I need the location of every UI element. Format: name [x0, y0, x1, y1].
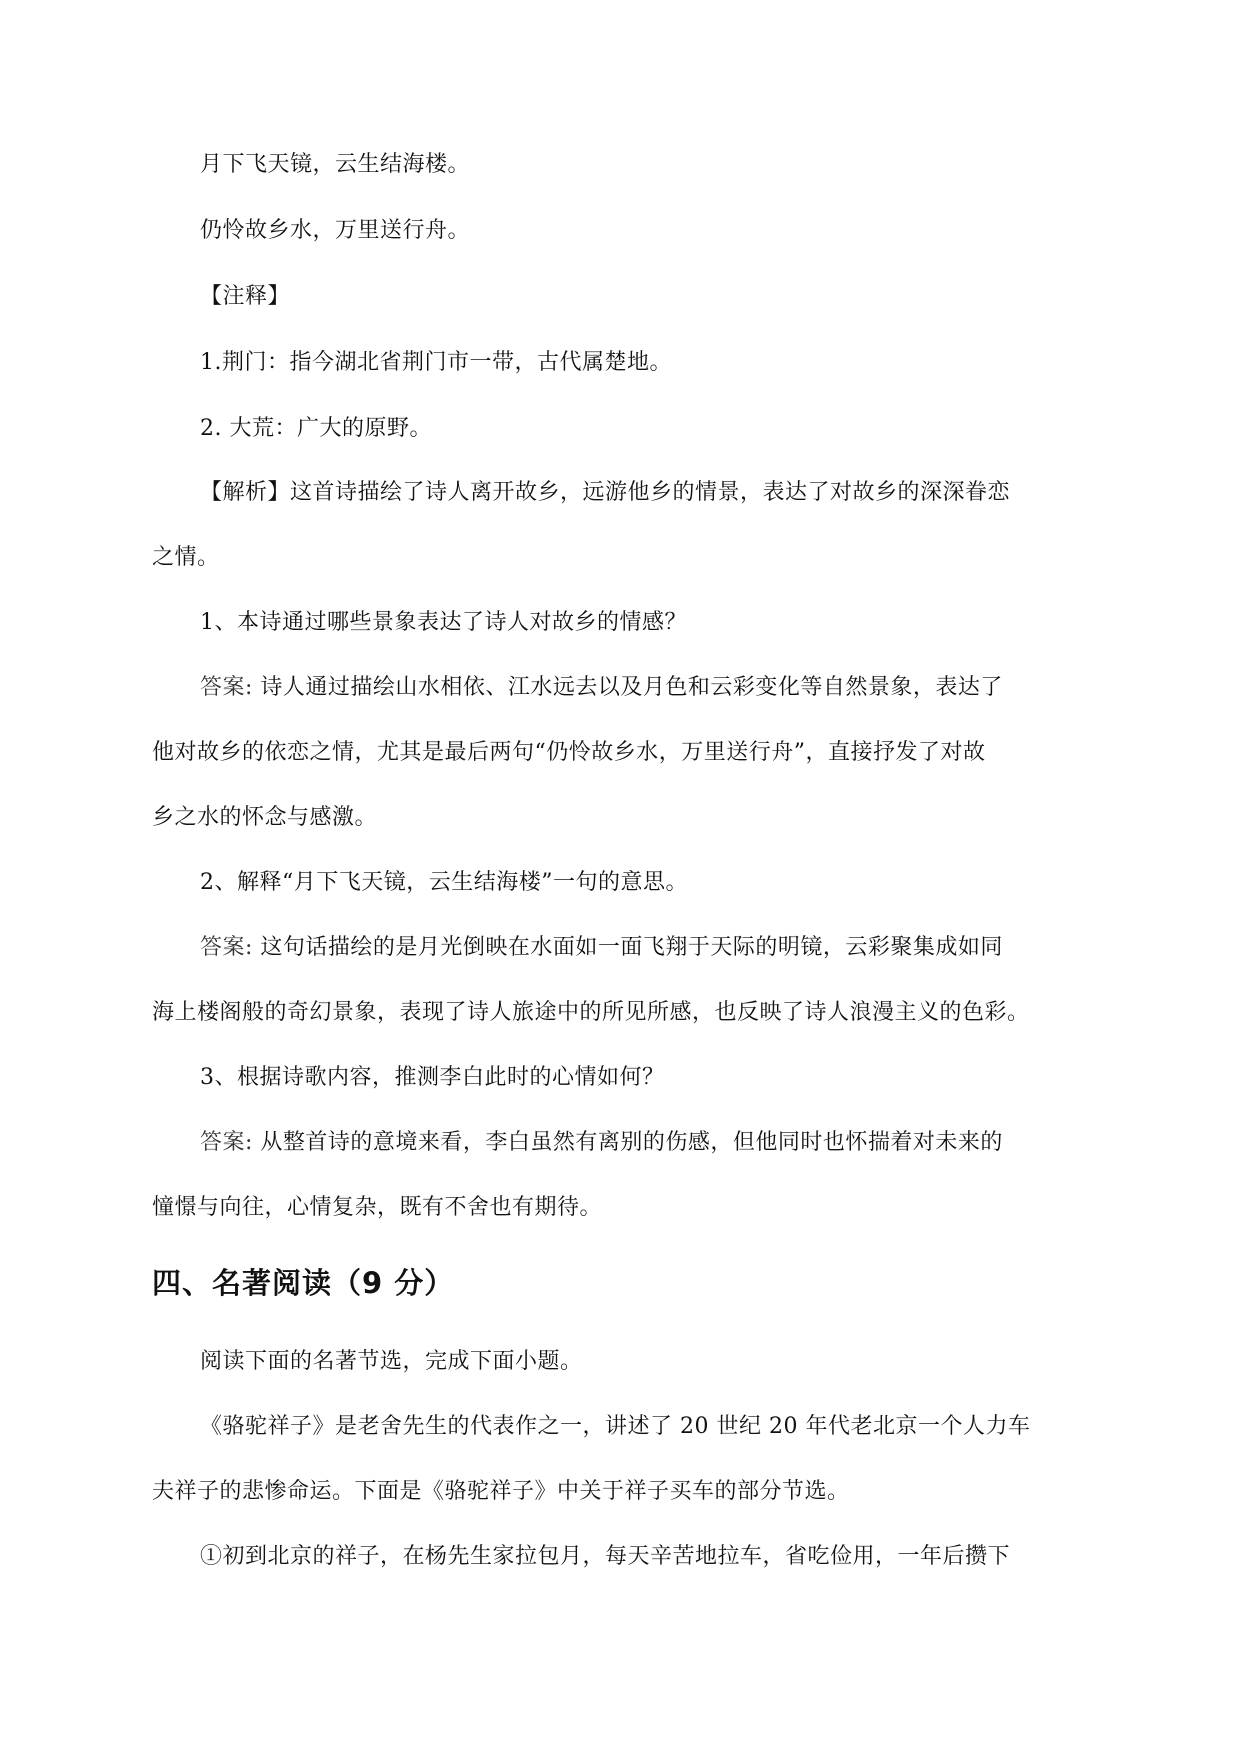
- answer-text: 海上楼阁般的奇幻景象，表现了诗人旅途中的所见所感，也反映了诗人浪漫主义的色彩。: [152, 1000, 1030, 1025]
- answer-text: 诗人通过描绘山水相依、江水远去以及月色和云彩变化等自然景象，表达了: [260, 675, 1003, 700]
- analysis-text: 【解析】这首诗描绘了诗人离开故乡，远游他乡的情景，表达了对故乡的深深眷恋: [200, 480, 1011, 505]
- section-heading: 四、名著阅读（9 分）: [152, 1266, 455, 1300]
- question-text: 1、本诗通过哪些景象表达了诗人对故乡的情感？: [200, 610, 687, 635]
- poem-line: 仍怜故乡水，万里送行舟。: [200, 218, 471, 243]
- paragraph-text: ①初到北京的祥子，在杨先生家拉包月，每天辛苦地拉车，省吃俭用，一年后攒下: [200, 1544, 1011, 1569]
- answer-text: 憧憬与向往，心情复杂，既有不舍也有期待。: [152, 1195, 603, 1220]
- question-text: 3、根据诗歌内容，推测李白此时的心情如何？: [200, 1065, 665, 1090]
- note-item: 2. 大荒：广大的原野。: [200, 416, 432, 441]
- answer-line: [200, 673, 1003, 703]
- answer-text: 乡之水的怀念与感激。: [152, 805, 378, 830]
- section-intro: 阅读下面的名著节选，完成下面小题。: [200, 1349, 583, 1374]
- question-text: 2、解释“月下飞天镜，云生结海楼”一句的意思。: [200, 870, 688, 895]
- note-item: 1.荆门：指今湖北省荆门市一带，古代属楚地。: [200, 350, 672, 375]
- poem-line: 月下飞天镜，云生结海楼。: [200, 152, 471, 177]
- answer-label: 答案:: [200, 1130, 253, 1155]
- answer-line: [200, 1128, 1003, 1158]
- answer-text: 他对故乡的依恋之情，尤其是最后两句“仍怜故乡水，万里送行舟”，直接抒发了对故: [152, 740, 986, 765]
- analysis-text: 之情。: [152, 545, 220, 570]
- paragraph-text: 夫祥子的悲惨命运。下面是《骆驼祥子》中关于祥子买车的部分节选。: [152, 1479, 850, 1504]
- answer-label: 答案:: [200, 675, 253, 700]
- notes-title: 【注释】: [200, 284, 291, 309]
- paragraph-text: 《骆驼祥子》是老舍先生的代表作之一，讲述了 20 世纪 20 年代老北京一个人力车: [200, 1414, 1031, 1439]
- answer-line: [200, 933, 1003, 963]
- answer-label: 答案:: [200, 935, 253, 960]
- answer-text: 从整首诗的意境来看，李白虽然有离别的伤感，但他同时也怀揣着对未来的: [260, 1130, 1003, 1155]
- answer-text: 这句话描绘的是月光倒映在水面如一面飞翔于天际的明镜，云彩聚集成如同: [260, 935, 1003, 960]
